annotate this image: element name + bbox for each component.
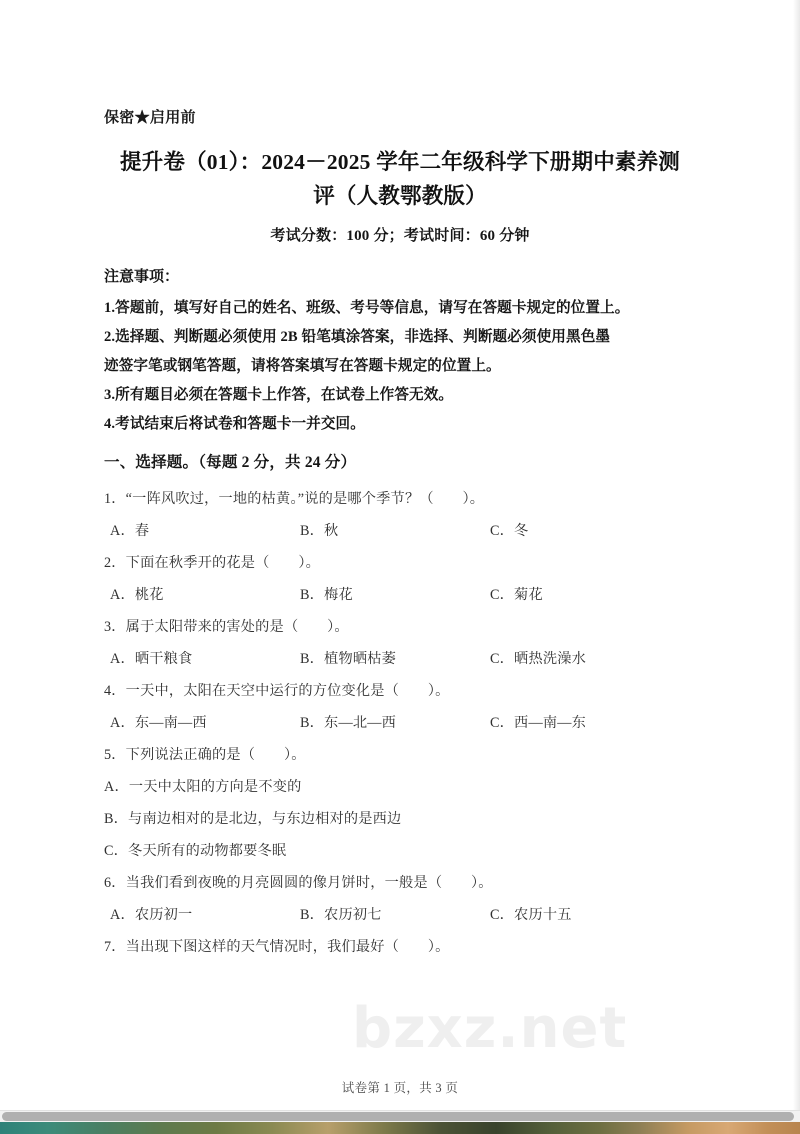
question-2 <box>104 547 696 611</box>
desktop-wallpaper-strip <box>0 1122 800 1134</box>
option-c[interactable]: C．冬天所有的动物都要冬眠 <box>104 843 287 859</box>
option-c[interactable]: C．农历十五 <box>490 907 572 923</box>
option-c[interactable]: C．西—南—东 <box>490 715 586 731</box>
option-b[interactable]: B．与南边相对的是北边，与东边相对的是西边 <box>104 811 402 827</box>
question-stem: 4．一天中，太阳在天空中运行的方位变化是（ ）。 <box>104 683 450 699</box>
option-c[interactable]: C．菊花 <box>490 587 543 603</box>
page-title-line-2: 评（人教鄂教版） <box>313 184 487 208</box>
question-options <box>104 771 696 867</box>
notice-item: 2.选择题、判断题必须使用 2B 铅笔填涂答案，非选择、判断题必须使用黑色墨 <box>104 329 611 345</box>
question-6 <box>104 867 696 931</box>
question-4 <box>104 675 696 739</box>
option-b[interactable]: B．秋 <box>300 523 339 539</box>
scrollbar-thumb[interactable] <box>2 1112 794 1121</box>
secret-label: 保密★启用前 <box>104 110 196 126</box>
question-stem: 2．下面在秋季开的花是（ ）。 <box>104 555 321 571</box>
option-a[interactable]: A．晒干粮食 <box>110 651 193 667</box>
question-list <box>104 483 696 963</box>
notice-heading: 注意事项： <box>104 269 180 285</box>
option-a[interactable]: A．农历初一 <box>110 907 193 923</box>
notice-item: 4.考试结束后将试卷和答题卡一并交回。 <box>104 416 365 432</box>
question-stem: 3．属于太阳带来的害处的是（ ）。 <box>104 619 349 635</box>
question-stem: 7．当出现下图这样的天气情况时，我们最好（ ）。 <box>104 939 450 955</box>
option-a[interactable]: A．春 <box>110 523 150 539</box>
page-title <box>104 145 696 213</box>
question-options <box>104 579 696 611</box>
notice-item: 迹签字笔或钢笔答题，请将答案填写在答题卡规定的位置上。 <box>104 358 501 374</box>
option-b[interactable]: B．梅花 <box>300 587 353 603</box>
question-7 <box>104 931 696 963</box>
question-5 <box>104 739 696 867</box>
option-b[interactable]: B．农历初七 <box>300 907 382 923</box>
notice-item: 3.所有题目必须在答题卡上作答，在试卷上作答无效。 <box>104 387 454 403</box>
option-a[interactable]: A．一天中太阳的方向是不变的 <box>104 779 302 795</box>
question-options <box>104 515 696 547</box>
option-b[interactable]: B．东—北—西 <box>300 715 396 731</box>
page-footer: 试卷第 1 页，共 3 页 <box>341 1081 459 1095</box>
question-1 <box>104 483 696 547</box>
option-c[interactable]: C．晒热洗澡水 <box>490 651 586 667</box>
page-right-edge <box>793 0 800 1111</box>
exam-meta-line: 考试分数：100 分；考试时间：60 分钟 <box>270 228 530 244</box>
option-a[interactable]: A．桃花 <box>110 587 164 603</box>
notice-list <box>104 294 696 439</box>
question-options <box>104 899 696 931</box>
horizontal-scrollbar[interactable] <box>0 1110 800 1122</box>
question-options <box>104 707 696 739</box>
page-title-line-1: 提升卷（01）：2024－2025 学年二年级科学下册期中素养测 <box>119 150 681 174</box>
question-stem: 5．下列说法正确的是（ ）。 <box>104 747 306 763</box>
section-heading-choice: 一、选择题。（每题 2 分，共 24 分） <box>104 454 357 471</box>
question-3 <box>104 611 696 675</box>
question-options <box>104 643 696 675</box>
option-a[interactable]: A．东—南—西 <box>110 715 207 731</box>
option-b[interactable]: B．植物晒枯萎 <box>300 651 396 667</box>
notice-item: 1.答题前，填写好自己的姓名、班级、考号等信息，请写在答题卡规定的位置上。 <box>104 300 630 316</box>
option-c[interactable]: C．冬 <box>490 523 529 539</box>
question-stem: 1．“一阵风吹过，一地的枯黄。”说的是哪个季节？（ ）。 <box>104 491 485 507</box>
question-stem: 6．当我们看到夜晚的月亮圆圆的像月饼时，一般是（ ）。 <box>104 875 493 891</box>
watermark-bzxz: bzxz.net <box>352 996 628 1061</box>
